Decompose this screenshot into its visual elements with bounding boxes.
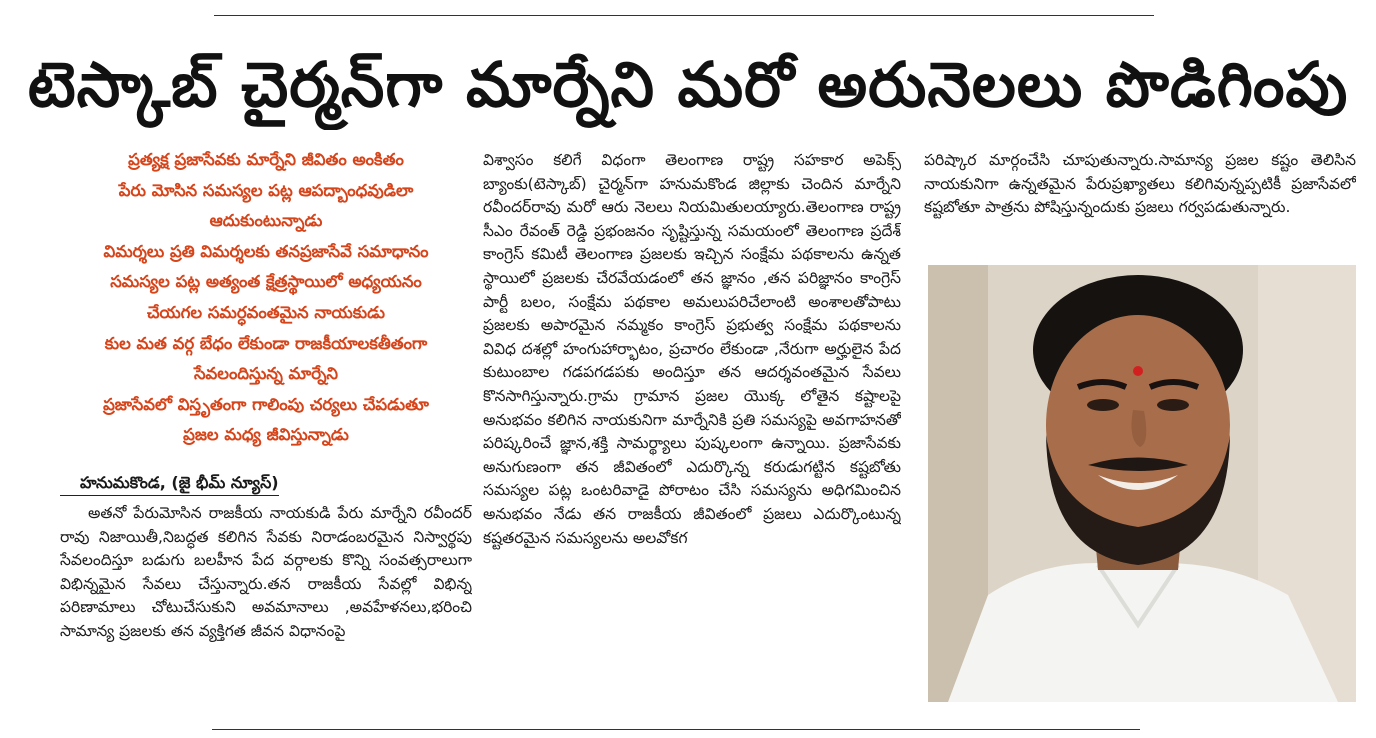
highlight-item: ప్రజల మధ్య జీవిస్తున్నాడు xyxy=(183,425,349,445)
highlight-item: ఆదుకుంటున్నాడు xyxy=(209,211,323,231)
highlight-item: విమర్శలు ప్రతి విమర్శలకు తనప్రజాసేవే సమాధానం xyxy=(103,241,429,261)
dateline-text: హనుమకొండ, (జై భీమ్ న్యూస్) xyxy=(60,471,279,496)
column-right xyxy=(924,149,1356,255)
column-left xyxy=(60,143,472,728)
top-rule xyxy=(214,15,1154,16)
portrait-illustration xyxy=(928,265,1356,702)
dateline xyxy=(60,471,472,496)
portrait-photo xyxy=(928,265,1356,702)
highlight-item: ప్రత్యక్ష ప్రజాసేవకు మార్నేని జీవితం అంకితం xyxy=(128,150,404,169)
body-paragraph-2: విశ్వాసం కలిగే విధంగా తెలంగాణ రాష్ట్ర సహకార అపెక్స్ బ్యాంకు(టెస్కాబ్) చైర్మన్‌గా హనుమకొండ జిల్లాకు చెందిన మార్నేని రవీందర్‌రావు మరో ఆరు నెలలు నియమితులయ్యారు.తెలంగాణ రాష్ట్ర సీఎం రేవంత్ రెడ్డి ప్రభంజనం సృష్టిస్తున్న సమయంలో తెలంగాణ ప్రదేశ్ కాంగ్రెస్ కమిటీ తెలంగాణ ప్రజలకు ఇచ్చిన సంక్షేమ పథకాలను ఉన్నత స్థాయిలో ప్రజలకు చేరవేయడంలో తన జ్ఞానం ,తన పరిజ్ఞానం కాంగ్రెస్ పార్టీ బలం, సంక్షేమ పథకాల అమలుపరిచేలాంటి అంశాలతోపాటు ప్రజలకు అపారమైన నమ్మకం కాంగ్రెస్ ప్రభుత్వ సంక్షేమ పథకాలను వివిధ దశల్లో హంగుహార్భాటం, ప్రచారం లేకుండా ,నేరుగా అర్హులైన పేద కుటుంబాల గడపగడపకు అందిస్తూ తన ఆదర్శవంతమైన సేవలు కొనసాగిస్తున్నారు.గ్రామ గ్రామాన ప్రజల యొక్క లోతైన కష్టాలపై అనుభవం కలిగిన నాయకునిగా మార్నేనికి ప్రతి సమస్యపై అవగాహనతో పరిష్కరించే జ్ఞాన,శక్తి సామర్థ్యాలు పుష్కలంగా ఉన్నాయి. ప్రజాసేవకు అనుగుణంగా తన జీవితంలో ఎదుర్కొన్న కరుడుగట్టిన కష్టబోతు సమస్యల పట్ల ఒంటరివాడై పోరాటం చేసి సమస్యను అధిగమించిన అనుభవం నేడు తన రాజకీయ జీవితంలో ప్రజలు ఎదుర్కొంటున్న కష్టతరమైన సమస్యలను అలవోకగ xyxy=(483,151,901,547)
body-paragraph-3: పరిష్కార మార్గంచేసి చూపుతున్నారు.సామాన్య ప్రజల కష్టం తెలిసిన నాయకునిగా ఉన్నతమైన పేరుప్రఖ్యాతలు కలిగివున్నప్పటికీ ప్రజాసేవలో కష్టబోతూ పాత్రను పోషిస్తున్నందుకు ప్రజలు గర్వపడుతున్నారు. xyxy=(924,151,1356,217)
highlight-item: చేయగల సమర్ధవంతమైన నాయకుడు xyxy=(147,302,385,322)
column-middle xyxy=(483,149,901,711)
body-paragraph-1: అతనో పేరుమోసిన రాజకీయ నాయకుడి పేరు మార్నేని రవీందర్ రావు నిజాయితీ,నిబద్ధత కలిగిన సేవకు నిరాడంబరమైన నిస్వార్థపు సేవలందిస్తూ బడుగు బలహీన పేద వర్గాలకు కొన్ని సంవత్సరాలుగా విభిన్నమైన సేవలు చేస్తున్నారు.తన రాజకీయ సేవల్లో విభిన్న పరిణామాలు చోటుచేసుకుని అవమానాలు ,అవహేళనలు,భరించి సామాన్య ప్రజలకు తన వ్యక్తిగత జీవన విధానంపై xyxy=(60,503,472,640)
bottom-rule xyxy=(212,729,1140,730)
highlight-item: సమస్యల పట్ల అత్యంత క్షేత్రస్థాయిలో అధ్యయనం xyxy=(110,272,422,292)
highlight-item: ప్రజాసేవలో విస్తృతంగా గాలింపు చర్యలు చేపడుతూ xyxy=(103,394,429,414)
highlight-item: పేరు మోసిన సమస్యల పట్ల ఆపద్బాంధవుడిలా xyxy=(118,180,414,200)
headline: టెస్కాబ్ చైర్మన్‌గా మార్నేని మరో అరునెలలు పొడిగింపు xyxy=(27,48,1349,121)
highlight-item: కుల మత వర్గ బేధం లేకుండా రాజకీయాలకతీతంగా xyxy=(104,333,428,353)
highlights-list xyxy=(60,145,472,451)
highlight-item: సేవలందిస్తున్న మార్నేని xyxy=(193,364,339,384)
